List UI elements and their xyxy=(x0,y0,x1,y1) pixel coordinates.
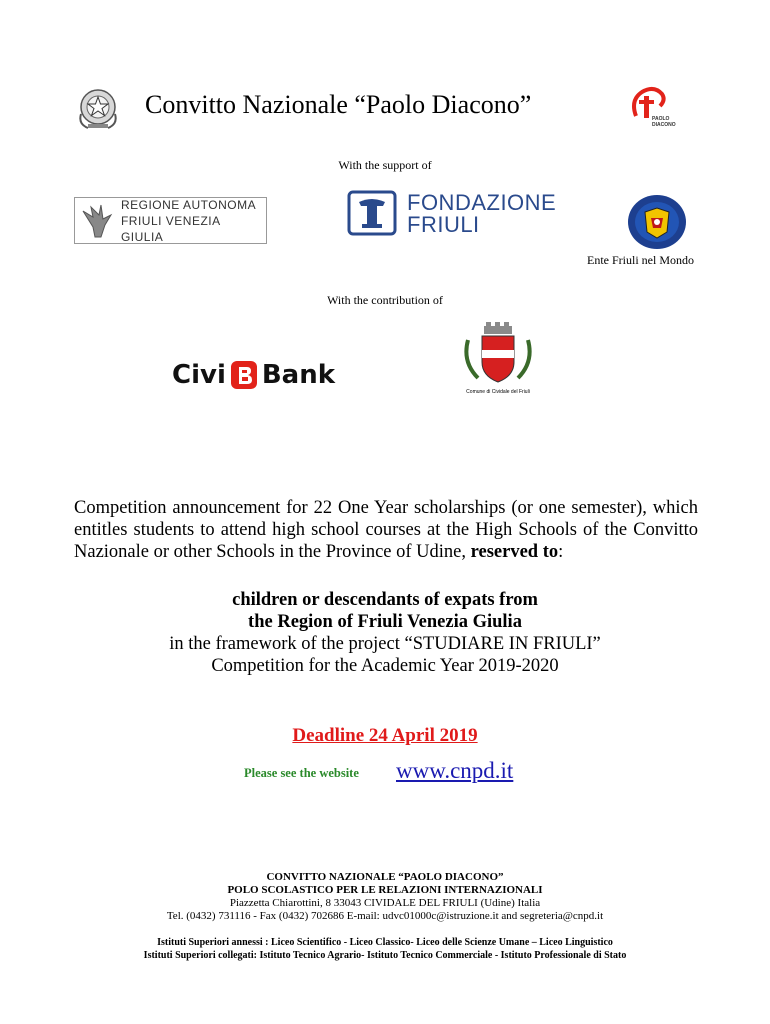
announcement-line-4: Competition for the Academic Year 2019-2020 xyxy=(211,656,559,676)
footer-line-1: CONVITTO NAZIONALE “PAOLO DIACONO” xyxy=(266,871,504,883)
regione-fvg-logo xyxy=(74,197,267,244)
announcement-line-2: the Region of Friuli Venezia Giulia xyxy=(248,612,522,632)
website-link[interactable]: www.cnpd.it xyxy=(396,758,514,783)
support-label: With the support of xyxy=(338,158,432,172)
civibank-text-left: Civi xyxy=(172,360,226,390)
announcement-colon: : xyxy=(558,542,564,562)
ente-friuli-badge xyxy=(627,194,687,250)
announcement-text: Competition announcement for 22 One Year scholarships (or one semester), which entitles students to attend high school courses at the High Schools of the Convitto Nazionale or other Schools in the Province of Udine, xyxy=(74,498,698,562)
comune-cividale-crest xyxy=(458,322,538,398)
regione-line-1: REGIONE AUTONOMA xyxy=(120,197,257,212)
page-title: Convitto Nazionale “Paolo Diacono” xyxy=(145,90,532,119)
eagle-icon xyxy=(79,201,115,241)
civibank-b-icon xyxy=(229,359,259,391)
announcement-reserved: reserved to xyxy=(470,542,559,562)
italian-emblem-logo xyxy=(74,84,122,132)
badge-icon xyxy=(627,194,687,250)
footer-connected-schools: Istituti Superiori collegati: Istituto Tecnico Agrario- Istituto Tecnico Commerciale - Istituto Professionale di Stato xyxy=(143,950,627,961)
pd-logo-text-2: DIACONO xyxy=(652,122,676,128)
announcement-line-3: in the framework of the project “STUDIARE IN FRIULI” xyxy=(169,634,601,654)
announcement-paragraph xyxy=(74,497,698,563)
paolo-diacono-logo xyxy=(628,86,692,132)
footer-line-2: POLO SCOLASTICO PER LE RELAZIONI INTERNAZIONALI xyxy=(227,884,543,896)
footer-annexed-schools: Istituti Superiori annessi : Liceo Scientifico - Liceo Classico- Liceo delle Scienze Umane – Liceo Linguistico xyxy=(157,937,613,948)
fondazione-friuli-logo xyxy=(347,190,569,240)
star-wheel-icon xyxy=(74,84,122,132)
deadline-text: Deadline 24 April 2019 xyxy=(292,725,478,746)
pd-mark-icon xyxy=(628,86,668,120)
fondazione-line-1: FONDAZIONE xyxy=(407,190,557,215)
website-label: Please see the website xyxy=(244,766,359,780)
regione-line-2: FRIULI VENEZIA GIULIA xyxy=(120,213,220,244)
comune-caption: Comune di Cividale del Friuli xyxy=(466,389,530,395)
pd-logo-text-1: PAOLO xyxy=(652,116,670,122)
ente-caption: Ente Friuli nel Mondo xyxy=(587,253,694,267)
footer-contacts: Tel. (0432) 731116 - Fax (0432) 702686 E-mail: udvc01000c@istruzione.it and segreteria@cnpd.it xyxy=(166,910,604,922)
announcement-line-1: children or descendants of expats from xyxy=(232,590,538,610)
contribution-label: With the contribution of xyxy=(327,293,443,307)
column-icon xyxy=(347,190,397,236)
fondazione-line-2: FRIULI xyxy=(407,212,480,237)
civibank-logo xyxy=(172,357,344,393)
civibank-text-right: Bank xyxy=(261,360,336,390)
footer-address: Piazzetta Chiarottini, 8 33043 CIVIDALE DEL FRIULI (Udine) Italia xyxy=(229,897,541,909)
crest-icon xyxy=(458,322,538,388)
